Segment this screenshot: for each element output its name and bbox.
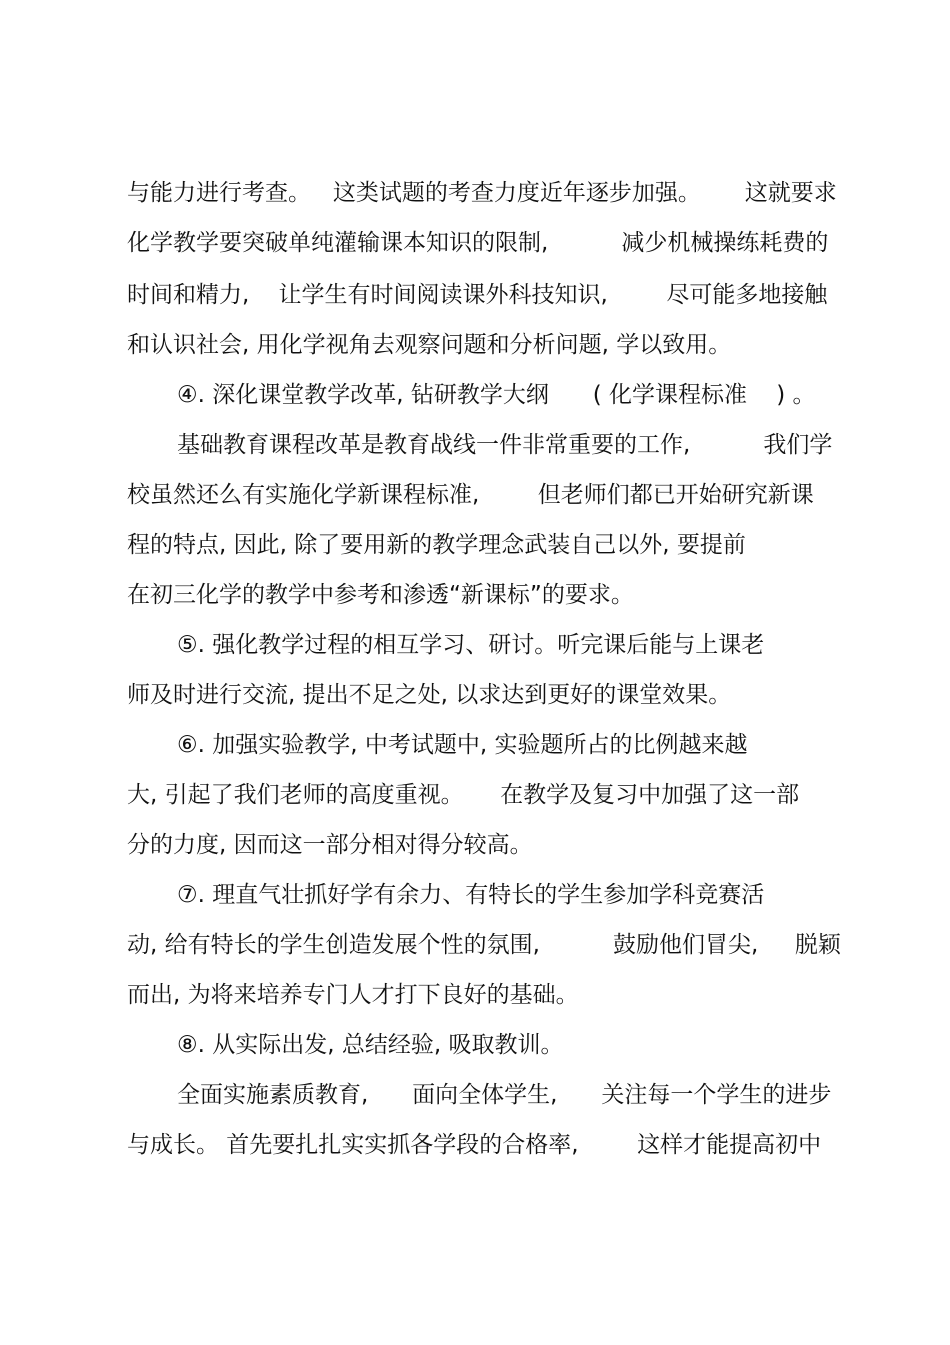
paragraph-line-4: 和认识社会, 用化学视角去观察问题和分析问题, 学以致用。	[127, 332, 732, 358]
paragraph-line-13: 大, 引起了我们老师的高度重视。 在教学及复习中加强了这一部	[127, 782, 800, 808]
paragraph-line-7: 校虽然还么有实施化学新课程标准, 但老师们都已开始研究新课	[127, 482, 814, 508]
paragraph-line-3: 时间和精力, 让学生有时间阅读课外科技知识, 尽可能多地接触	[127, 282, 828, 308]
section-heading-5: ⑤. 强化教学过程的相互学习、研讨。听完课后能与上课老	[177, 632, 765, 658]
section-heading-8: ⑧. 从实际出发, 总结经验, 吸取教训。	[177, 1032, 564, 1058]
paragraph-line-8: 程的特点, 因此, 除了要用新的教学理念武装自己以外, 要提前	[127, 532, 746, 558]
paragraph-line-19: 全面实施素质教育, 面向全体学生, 关注每一个学生的进步	[177, 1082, 832, 1108]
section-heading-6: ⑥. 加强实验教学, 中考试题中, 实验题所占的比例越来越	[177, 732, 748, 758]
paragraph-line-2: 化学教学要突破单纯灌输课本知识的限制, 减少机械操练耗费的	[127, 230, 829, 256]
paragraph-line-11: 师及时进行交流, 提出不足之处, 以求达到更好的课堂效果。	[127, 682, 732, 708]
paragraph-line-6: 基础教育课程改革是教育战线一件非常重要的工作, 我们学	[177, 432, 833, 458]
paragraph-line-20: 与成长。 首先要扎扎实实抓各学段的合格率, 这样才能提高初中	[127, 1132, 822, 1158]
paragraph-line-14: 分的力度, 因而这一部分相对得分较高。	[127, 832, 533, 858]
paragraph-line-9: 在初三化学的教学中参考和渗透“新课标”的要求。	[127, 582, 634, 608]
paragraph-line-17: 而出, 为将来培养专门人才打下良好的基础。	[127, 982, 579, 1008]
section-heading-4: ④. 深化课堂教学改革, 钻研教学大纲 ( 化学课程标准 ) 。	[177, 382, 816, 408]
paragraph-line-1: 与能力进行考查。 这类试题的考查力度近年逐步加强。 这就要求	[127, 180, 837, 206]
paragraph-line-16: 动, 给有特长的学生创造发展个性的氛围, 鼓励他们冒尖, 脱颖	[127, 932, 841, 958]
section-heading-7: ⑦. 理直气壮抓好学有余力、有特长的学生参加学科竞赛活	[177, 882, 765, 908]
